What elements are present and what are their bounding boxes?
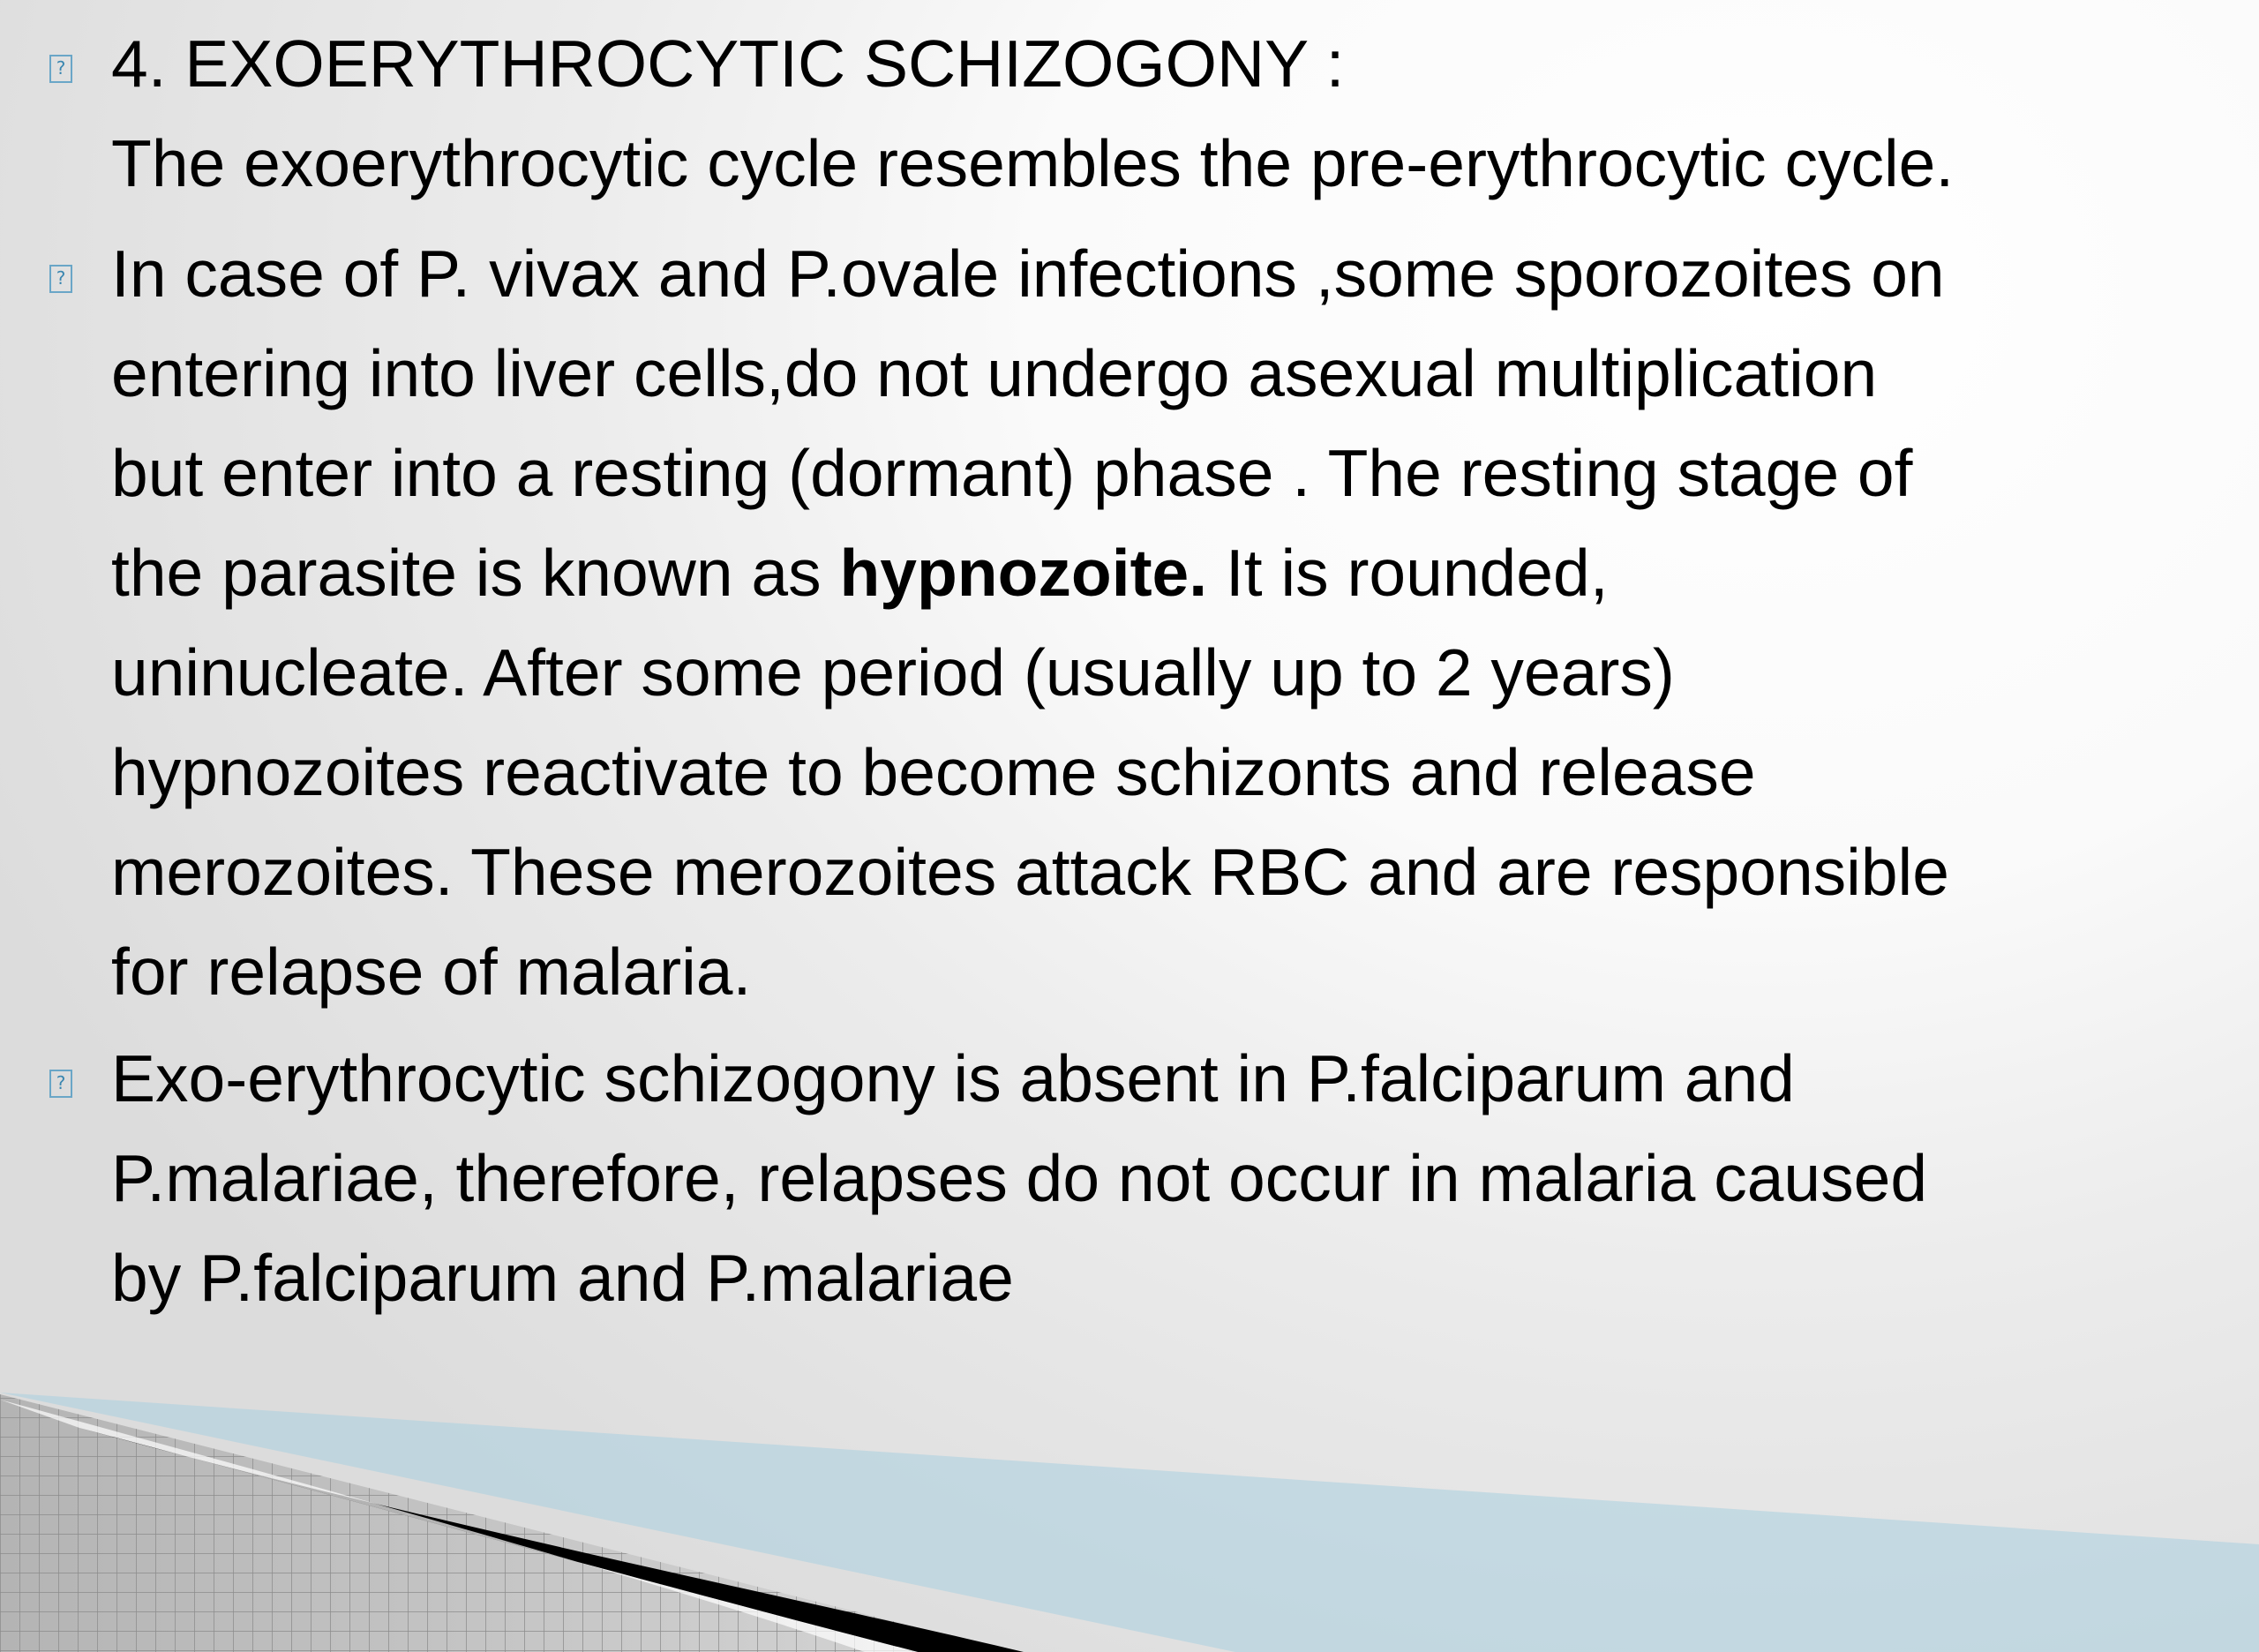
bullet-icon: ? — [49, 265, 72, 293]
paragraph-line: by P.falciparum and P.malariae — [111, 1241, 1014, 1315]
paragraph-line: but enter into a resting (dormant) phase . The resting stage of — [111, 436, 1913, 510]
bullet-icon: ? — [49, 1070, 72, 1098]
paragraph-line: uninucleate. After some period (usually up to 2 years) — [111, 635, 1675, 710]
paragraph-line: hypnozoites reactivate to become schizonts and release — [111, 735, 1756, 809]
slide-heading: 4. EXOERYTHROCYTIC SCHIZOGONY : — [111, 26, 1345, 101]
paragraph-2 — [111, 224, 2247, 1022]
paragraph-1 — [111, 14, 2247, 214]
paragraph-line — [111, 523, 2247, 623]
paragraph-line: In case of P. vivax and P.ovale infections ,some sporozoites on — [111, 237, 1945, 311]
hypnozoite-term: hypnozoite. — [839, 536, 1208, 610]
text-run: It is rounded, — [1207, 536, 1609, 610]
text-run: the parasite is known as — [111, 536, 840, 610]
paragraph-3 — [111, 1029, 2247, 1328]
paragraph-line: for relapse of malaria. — [111, 935, 752, 1009]
paragraph-line: P.malariae, therefore, relapses do not occur in malaria caused — [111, 1141, 1928, 1215]
paragraph-line: Exo-erythrocytic schizogony is absent in P.falciparum and — [111, 1041, 1795, 1115]
bullet-icon: ? — [49, 55, 72, 83]
paragraph-line: merozoites. These merozoites attack RBC and are responsible — [111, 835, 1949, 909]
paragraph-line: entering into liver cells,do not undergo asexual multiplication — [111, 336, 1878, 410]
intro-text: The exoerythrocytic cycle resembles the pre-erythrocytic cycle. — [111, 126, 1955, 200]
